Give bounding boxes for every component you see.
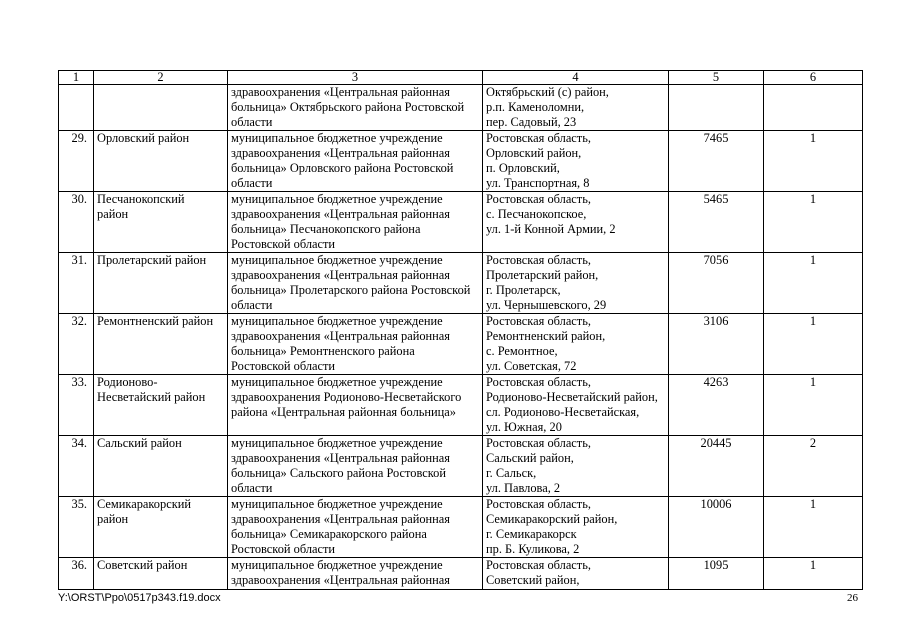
row-number: 32. xyxy=(59,314,94,375)
district-cell: Орловский район xyxy=(94,131,228,192)
count-cell: 2 xyxy=(764,436,863,497)
district-cell: Пролетарский район xyxy=(94,253,228,314)
header-cell-2: 2 xyxy=(94,71,228,85)
count-cell: 1 xyxy=(764,253,863,314)
population-cell: 7465 xyxy=(669,131,764,192)
table-row xyxy=(59,253,863,314)
address-cell: Ростовская область, Пролетарский район, г. Пролетарск, ул. Чернышевского, 29 xyxy=(483,253,669,314)
institution-cell: муниципальное бюджетное учреждение здравоохранения «Центральная районная больница» Семикаракорского района Ростовской области xyxy=(228,497,483,558)
table-row xyxy=(59,436,863,497)
count-cell: 1 xyxy=(764,558,863,590)
table-row xyxy=(59,85,863,131)
population-cell: 20445 xyxy=(669,436,764,497)
district-cell: Ремонтненский район xyxy=(94,314,228,375)
population-cell: 5465 xyxy=(669,192,764,253)
count-cell: 1 xyxy=(764,497,863,558)
address-cell: Октябрьский (с) район, р.п. Каменоломни, пер. Садовый, 23 xyxy=(483,85,669,131)
population-cell: 4263 xyxy=(669,375,764,436)
district-cell: Песчанокопский район xyxy=(94,192,228,253)
institution-cell: муниципальное бюджетное учреждение здравоохранения «Центральная районная больница» Орловского района Ростовской области xyxy=(228,131,483,192)
institution-cell: муниципальное бюджетное учреждение здравоохранения Родионово-Несветайского района «Центральная районная больница» xyxy=(228,375,483,436)
address-cell: Ростовская область, Родионово-Несветайский район, сл. Родионово-Несветайская, ул. Южная, 20 xyxy=(483,375,669,436)
header-cell-1: 1 xyxy=(59,71,94,85)
footer-file-path: Y:\ORST\Ppo\0517p343.f19.docx xyxy=(58,592,221,604)
count-cell: 1 xyxy=(764,314,863,375)
table-row xyxy=(59,375,863,436)
institution-cell: муниципальное бюджетное учреждение здравоохранения «Центральная районная больница» Сальского района Ростовской области xyxy=(228,436,483,497)
table-row xyxy=(59,558,863,590)
address-cell: Ростовская область, с. Песчанокопское, ул. 1-й Конной Армии, 2 xyxy=(483,192,669,253)
table-row xyxy=(59,497,863,558)
population-cell: 7056 xyxy=(669,253,764,314)
population-cell xyxy=(669,85,764,131)
district-cell: Родионово- Несветайский район xyxy=(94,375,228,436)
row-number: 33. xyxy=(59,375,94,436)
institution-cell: муниципальное бюджетное учреждение здравоохранения «Центральная районная больница» Ремонтненского района Ростовской области xyxy=(228,314,483,375)
row-number xyxy=(59,85,94,131)
header-cell-6: 6 xyxy=(764,71,863,85)
population-cell: 10006 xyxy=(669,497,764,558)
table-row xyxy=(59,314,863,375)
header-cell-3: 3 xyxy=(228,71,483,85)
institution-cell: муниципальное бюджетное учреждение здравоохранения «Центральная районная больница» Пролетарского района Ростовской области xyxy=(228,253,483,314)
row-number: 35. xyxy=(59,497,94,558)
table-row xyxy=(59,131,863,192)
population-cell: 1095 xyxy=(669,558,764,590)
document-table xyxy=(58,70,863,590)
population-cell: 3106 xyxy=(669,314,764,375)
institution-cell: муниципальное бюджетное учреждение здравоохранения «Центральная районная xyxy=(228,558,483,590)
header-cell-5: 5 xyxy=(669,71,764,85)
address-cell: Ростовская область, Ремонтненский район, с. Ремонтное, ул. Советская, 72 xyxy=(483,314,669,375)
count-cell: 1 xyxy=(764,375,863,436)
institution-cell: муниципальное бюджетное учреждение здравоохранения «Центральная районная больница» Песчанокопского района Ростовской области xyxy=(228,192,483,253)
count-cell xyxy=(764,85,863,131)
page-number: 26 xyxy=(847,592,858,604)
address-cell: Ростовская область, Сальский район, г. Сальск, ул. Павлова, 2 xyxy=(483,436,669,497)
address-cell: Ростовская область, Семикаракорский район, г. Семикаракорск пр. Б. Куликова, 2 xyxy=(483,497,669,558)
row-number: 29. xyxy=(59,131,94,192)
address-cell: Ростовская область, Советский район, xyxy=(483,558,669,590)
row-number: 36. xyxy=(59,558,94,590)
district-cell xyxy=(94,85,228,131)
district-cell: Советский район xyxy=(94,558,228,590)
institution-cell: здравоохранения «Центральная районная больница» Октябрьского района Ростовской области xyxy=(228,85,483,131)
district-cell: Сальский район xyxy=(94,436,228,497)
table-header-row xyxy=(59,71,863,85)
count-cell: 1 xyxy=(764,192,863,253)
address-cell: Ростовская область, Орловский район, п. Орловский, ул. Транспортная, 8 xyxy=(483,131,669,192)
row-number: 31. xyxy=(59,253,94,314)
header-cell-4: 4 xyxy=(483,71,669,85)
district-cell: Семикаракорский район xyxy=(94,497,228,558)
row-number: 34. xyxy=(59,436,94,497)
table-row xyxy=(59,192,863,253)
row-number: 30. xyxy=(59,192,94,253)
count-cell: 1 xyxy=(764,131,863,192)
